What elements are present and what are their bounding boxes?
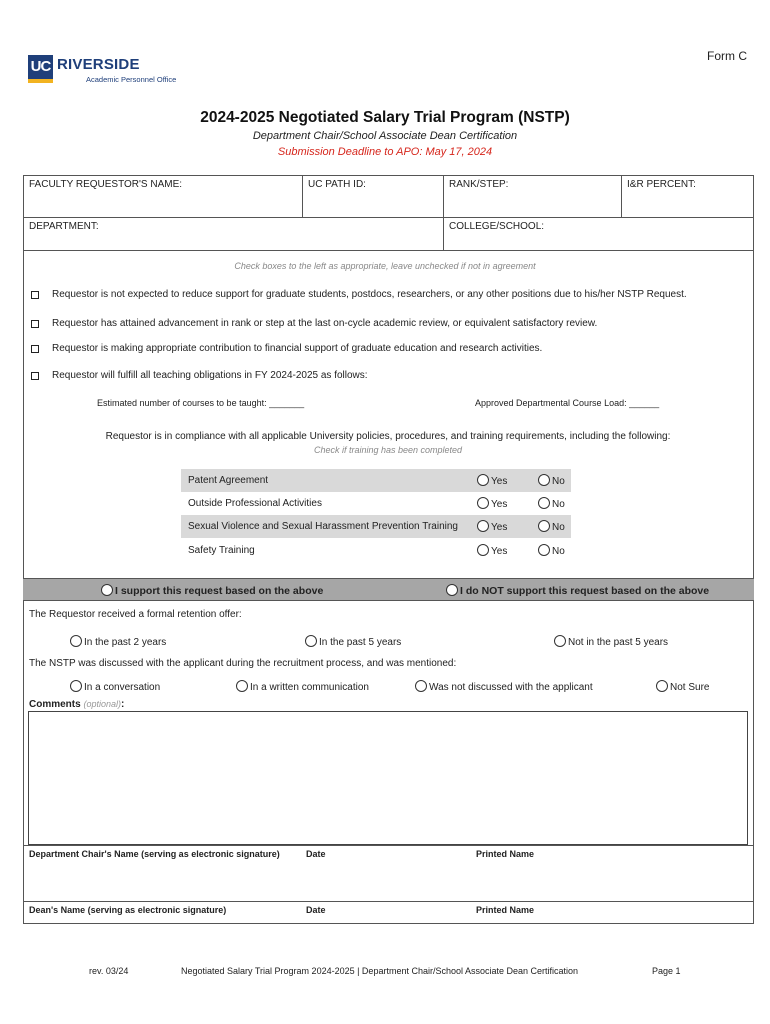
discussion-option-not-discussed[interactable] — [415, 680, 593, 693]
support-bar — [23, 578, 754, 601]
check-advancement[interactable] — [31, 320, 39, 328]
radio-icon — [305, 635, 317, 647]
check-reduce-support[interactable] — [31, 291, 39, 299]
check-financial-support[interactable] — [31, 345, 39, 353]
dean-name-label: Dean's Name (serving as electronic signature) — [29, 905, 227, 915]
training-label-safety: Safety Training — [188, 545, 255, 556]
compliance-statement: Requestor is in compliance with all applicable University policies, procedures, and training requirements, including the following: — [105, 431, 671, 442]
discussion-label: In a written communication — [250, 682, 369, 693]
footer-title: Negotiated Salary Trial Program 2024-2025 | Department Chair/School Associate Dean Certification — [181, 966, 579, 976]
chair-printed-name-label: Printed Name — [476, 849, 535, 859]
retention-label: Not in the past 5 years — [568, 637, 669, 648]
discussion-option-written[interactable] — [236, 680, 369, 693]
training-no-harassment[interactable] — [538, 520, 565, 533]
training-row-harassment — [181, 515, 571, 538]
retention-label: In the past 2 years — [84, 637, 167, 648]
training-label-patent: Patent Agreement — [188, 475, 269, 486]
not-support-option[interactable] — [446, 584, 709, 597]
radio-icon — [101, 584, 113, 596]
chair-name-label: Department Chair's Name (serving as electronic signature) — [29, 849, 280, 859]
discussion-option-not-sure[interactable] — [656, 680, 709, 693]
retention-question: The Requestor received a formal retention offer: — [29, 609, 242, 620]
training-row-outside — [181, 492, 571, 515]
check-label-reduce-support: Requestor is not expected to reduce support for graduate students, postdocs, researchers, or any other positions due to his/her NSTP Request. — [52, 289, 687, 300]
dean-printed-name-label: Printed Name — [476, 905, 535, 915]
training-no-safety[interactable] — [538, 544, 565, 557]
logo-office: Academic Personnel Office — [86, 75, 177, 84]
radio-icon — [70, 635, 82, 647]
discussion-option-conversation[interactable] — [70, 680, 160, 693]
comments-title: Comments — [29, 699, 81, 710]
page-subtitle: Department Chair/School Associate Dean Certification — [252, 130, 518, 142]
radio-icon — [446, 584, 458, 596]
support-label: I support this request based on the above — [115, 585, 324, 597]
check-instruction: Check boxes to the left as appropriate, leave unchecked if not in agreement — [234, 261, 536, 271]
uc-path-id-field[interactable] — [303, 175, 444, 218]
estimated-courses[interactable]: Estimated number of courses to be taught: _______ — [97, 398, 305, 408]
yes-label: Yes — [491, 546, 508, 557]
retention-option-not-5-years[interactable] — [554, 635, 668, 648]
yes-label: Yes — [491, 476, 508, 487]
radio-icon — [415, 680, 427, 692]
yes-label: Yes — [491, 499, 508, 510]
department-field[interactable] — [23, 218, 444, 251]
retention-option-5-years[interactable] — [305, 635, 401, 648]
radio-icon — [538, 544, 550, 556]
college-school-field[interactable] — [444, 218, 754, 251]
radio-icon — [477, 474, 489, 486]
college-school-label: COLLEGE/SCHOOL: — [449, 221, 545, 232]
check-label-teaching: Requestor will fulfill all teaching obligations in FY 2024-2025 as follows: — [52, 370, 368, 381]
comments-optional: (optional) — [83, 699, 121, 709]
comments-label — [29, 699, 124, 710]
retention-label: In the past 5 years — [319, 637, 402, 648]
discussion-label: Not Sure — [670, 682, 710, 693]
discussion-question: The NSTP was discussed with the applicant during the recruitment process, and was mentioned: — [29, 658, 457, 669]
radio-icon — [656, 680, 668, 692]
comments-textarea[interactable] — [28, 711, 748, 845]
ir-percent-label: I&R PERCENT: — [627, 179, 696, 190]
training-yes-outside[interactable] — [477, 497, 507, 510]
no-label: No — [552, 499, 565, 510]
no-label: No — [552, 522, 565, 533]
page-title: 2024-2025 Negotiated Salary Trial Program (NSTP) — [200, 109, 570, 126]
rank-step-field[interactable] — [444, 175, 622, 218]
approved-course-load[interactable]: Approved Departmental Course Load: ______ — [475, 398, 660, 408]
logo-mark: UC — [28, 55, 53, 79]
radio-icon — [477, 544, 489, 556]
retention-option-2-years[interactable] — [70, 635, 166, 648]
check-label-advancement: Requestor has attained advancement in rank or step at the last on-cycle academic review, or equivalent satisfactory review. — [52, 318, 598, 329]
radio-icon — [236, 680, 248, 692]
radio-icon — [538, 474, 550, 486]
radio-icon — [538, 520, 550, 532]
dean-date-label: Date — [306, 905, 326, 915]
discussion-label: In a conversation — [84, 682, 161, 693]
training-row-patent — [181, 469, 571, 492]
training-yes-safety[interactable] — [477, 544, 507, 557]
comments-colon: : — [121, 699, 125, 710]
radio-icon — [538, 497, 550, 509]
uc-path-id-label: UC PATH ID: — [308, 179, 366, 190]
rank-step-label: RANK/STEP: — [449, 179, 509, 190]
not-support-label: I do NOT support this request based on the above — [460, 585, 710, 597]
radio-icon — [70, 680, 82, 692]
training-label-harassment: Sexual Violence and Sexual Harassment Prevention Training — [188, 521, 458, 532]
training-row-safety — [181, 539, 571, 562]
form-label: Form C — [707, 49, 747, 63]
signature-divider-middle — [23, 901, 754, 902]
footer-rev: rev. 03/24 — [89, 966, 129, 976]
faculty-name-field[interactable] — [23, 175, 303, 218]
signature-divider-top — [23, 845, 754, 846]
no-label: No — [552, 476, 565, 487]
chair-signature-field[interactable] — [29, 862, 749, 900]
submission-deadline: Submission Deadline to APO: May 17, 2024 — [277, 146, 493, 158]
training-yes-patent[interactable] — [477, 474, 507, 487]
radio-icon — [477, 520, 489, 532]
check-label-financial-support: Requestor is making appropriate contribution to financial support of graduate education and research activities. — [52, 343, 543, 354]
compliance-instruction: Check if training has been completed — [313, 445, 463, 455]
support-option[interactable] — [101, 584, 323, 597]
footer-page: Page 1 — [652, 966, 681, 976]
training-no-outside[interactable] — [538, 497, 565, 510]
logo-name: RIVERSIDE — [57, 56, 140, 73]
no-label: No — [552, 546, 565, 557]
training-no-patent[interactable] — [538, 474, 565, 487]
radio-icon — [554, 635, 566, 647]
check-teaching[interactable] — [31, 372, 39, 380]
radio-icon — [477, 497, 489, 509]
discussion-label: Was not discussed with the applicant — [429, 682, 593, 693]
department-label: DEPARTMENT: — [29, 221, 99, 232]
training-label-outside: Outside Professional Activities — [188, 498, 322, 509]
faculty-name-label: FACULTY REQUESTOR'S NAME: — [29, 179, 183, 190]
chair-date-label: Date — [306, 849, 326, 859]
logo-accent-bar — [28, 79, 53, 83]
training-yes-harassment[interactable] — [477, 520, 507, 533]
ir-percent-field[interactable] — [622, 175, 754, 218]
yes-label: Yes — [491, 522, 508, 533]
